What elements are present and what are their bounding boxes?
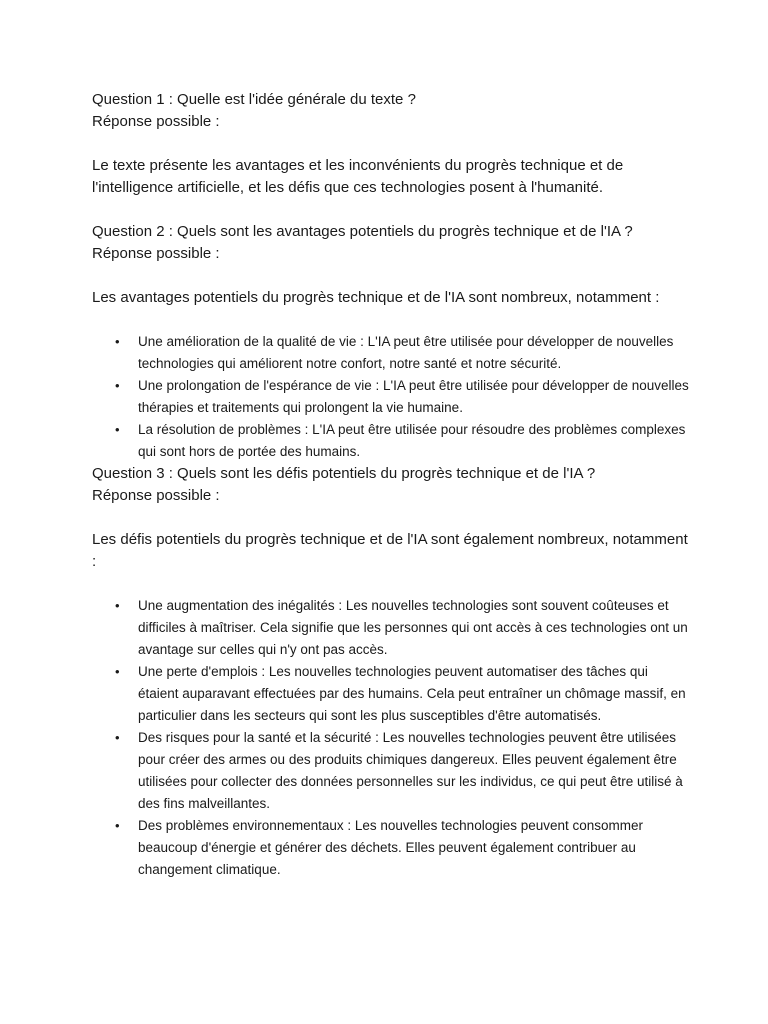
list-item-text: Une prolongation de l'espérance de vie : L'IA peut être utilisée pour développer de nouvelles thérapies et traitements qui prolongent la vie humaine. (138, 378, 689, 415)
bullet-icon: • (115, 818, 120, 833)
question-3-heading: Question 3 : Quels sont les défis potentiels du progrès technique et de l'IA ? (92, 465, 596, 482)
question-3-challenges-list (92, 595, 692, 881)
bullet-icon: • (115, 598, 120, 613)
bullet-icon: • (115, 422, 120, 437)
question-2-heading: Question 2 : Quels sont les avantages potentiels du progrès technique et de l'IA ? (92, 223, 633, 240)
list-item-text: Une amélioration de la qualité de vie : L'IA peut être utilisée pour développer de nouvelles technologies qui améliorent notre confort, notre santé et notre sécurité. (138, 334, 674, 371)
question-3-intro: Les défis potentiels du progrès technique et de l'IA sont également nombreux, notamment : (92, 531, 688, 570)
spacer (92, 309, 692, 331)
list-item-text: Des problèmes environnementaux : Les nouvelles technologies peuvent consommer beaucoup d'énergie et générer des déchets. Elles peuvent également contribuer au changement climatique. (138, 818, 644, 877)
spacer (92, 507, 692, 529)
spacer (92, 573, 692, 595)
list-item (115, 595, 692, 661)
list-item-text: Une augmentation des inégalités : Les nouvelles technologies sont souvent coûteuses et difficiles à maîtriser. Cela signifie que les personnes qui ont accès à ces technologies ont un avantage sur celles qui n'y ont pas accès. (138, 598, 688, 657)
question-1-answer-paragraph: Le texte présente les avantages et les inconvénients du progrès technique et de l'intelligence artificielle, et les défis que ces technologies posent à l'humanité. (92, 157, 624, 196)
list-item-text: Des risques pour la santé et la sécurité : Les nouvelles technologies peuvent être utilisées pour créer des armes ou des produits chimiques dangereux. Elles peuvent également être utilisées pour collecter des données personnelles sur les individus, ce qui peut être utilisé à des fins malveillantes. (138, 730, 683, 811)
question-1-heading: Question 1 : Quelle est l'idée générale du texte ? (92, 91, 416, 108)
question-2-advantages-list (92, 331, 692, 463)
bullet-icon: • (115, 664, 120, 679)
list-item-text: Une perte d'emplois : Les nouvelles technologies peuvent automatiser des tâches qui étaient auparavant effectuées par des humains. Cela peut entraîner un chômage massif, en particulier dans les secteurs qui sont les plus susceptibles d'être automatisés. (138, 664, 686, 723)
list-item (115, 815, 692, 881)
bullet-icon: • (115, 334, 120, 349)
question-2-answer-label: Réponse possible : (92, 245, 220, 262)
question-1-answer-label: Réponse possible : (92, 113, 220, 130)
list-item (115, 375, 692, 419)
spacer (92, 133, 692, 155)
bullet-icon: • (115, 730, 120, 745)
list-item-text: La résolution de problèmes : L'IA peut être utilisée pour résoudre des problèmes complexes qui sont hors de portée des humains. (138, 422, 686, 459)
list-item (115, 661, 692, 727)
list-item (115, 727, 692, 815)
document-page (92, 89, 692, 881)
list-item (115, 331, 692, 375)
bullet-icon: • (115, 378, 120, 393)
list-item (115, 419, 692, 463)
spacer (92, 265, 692, 287)
question-2-intro: Les avantages potentiels du progrès technique et de l'IA sont nombreux, notamment : (92, 289, 660, 306)
question-3-answer-label: Réponse possible : (92, 487, 220, 504)
spacer (92, 199, 692, 221)
